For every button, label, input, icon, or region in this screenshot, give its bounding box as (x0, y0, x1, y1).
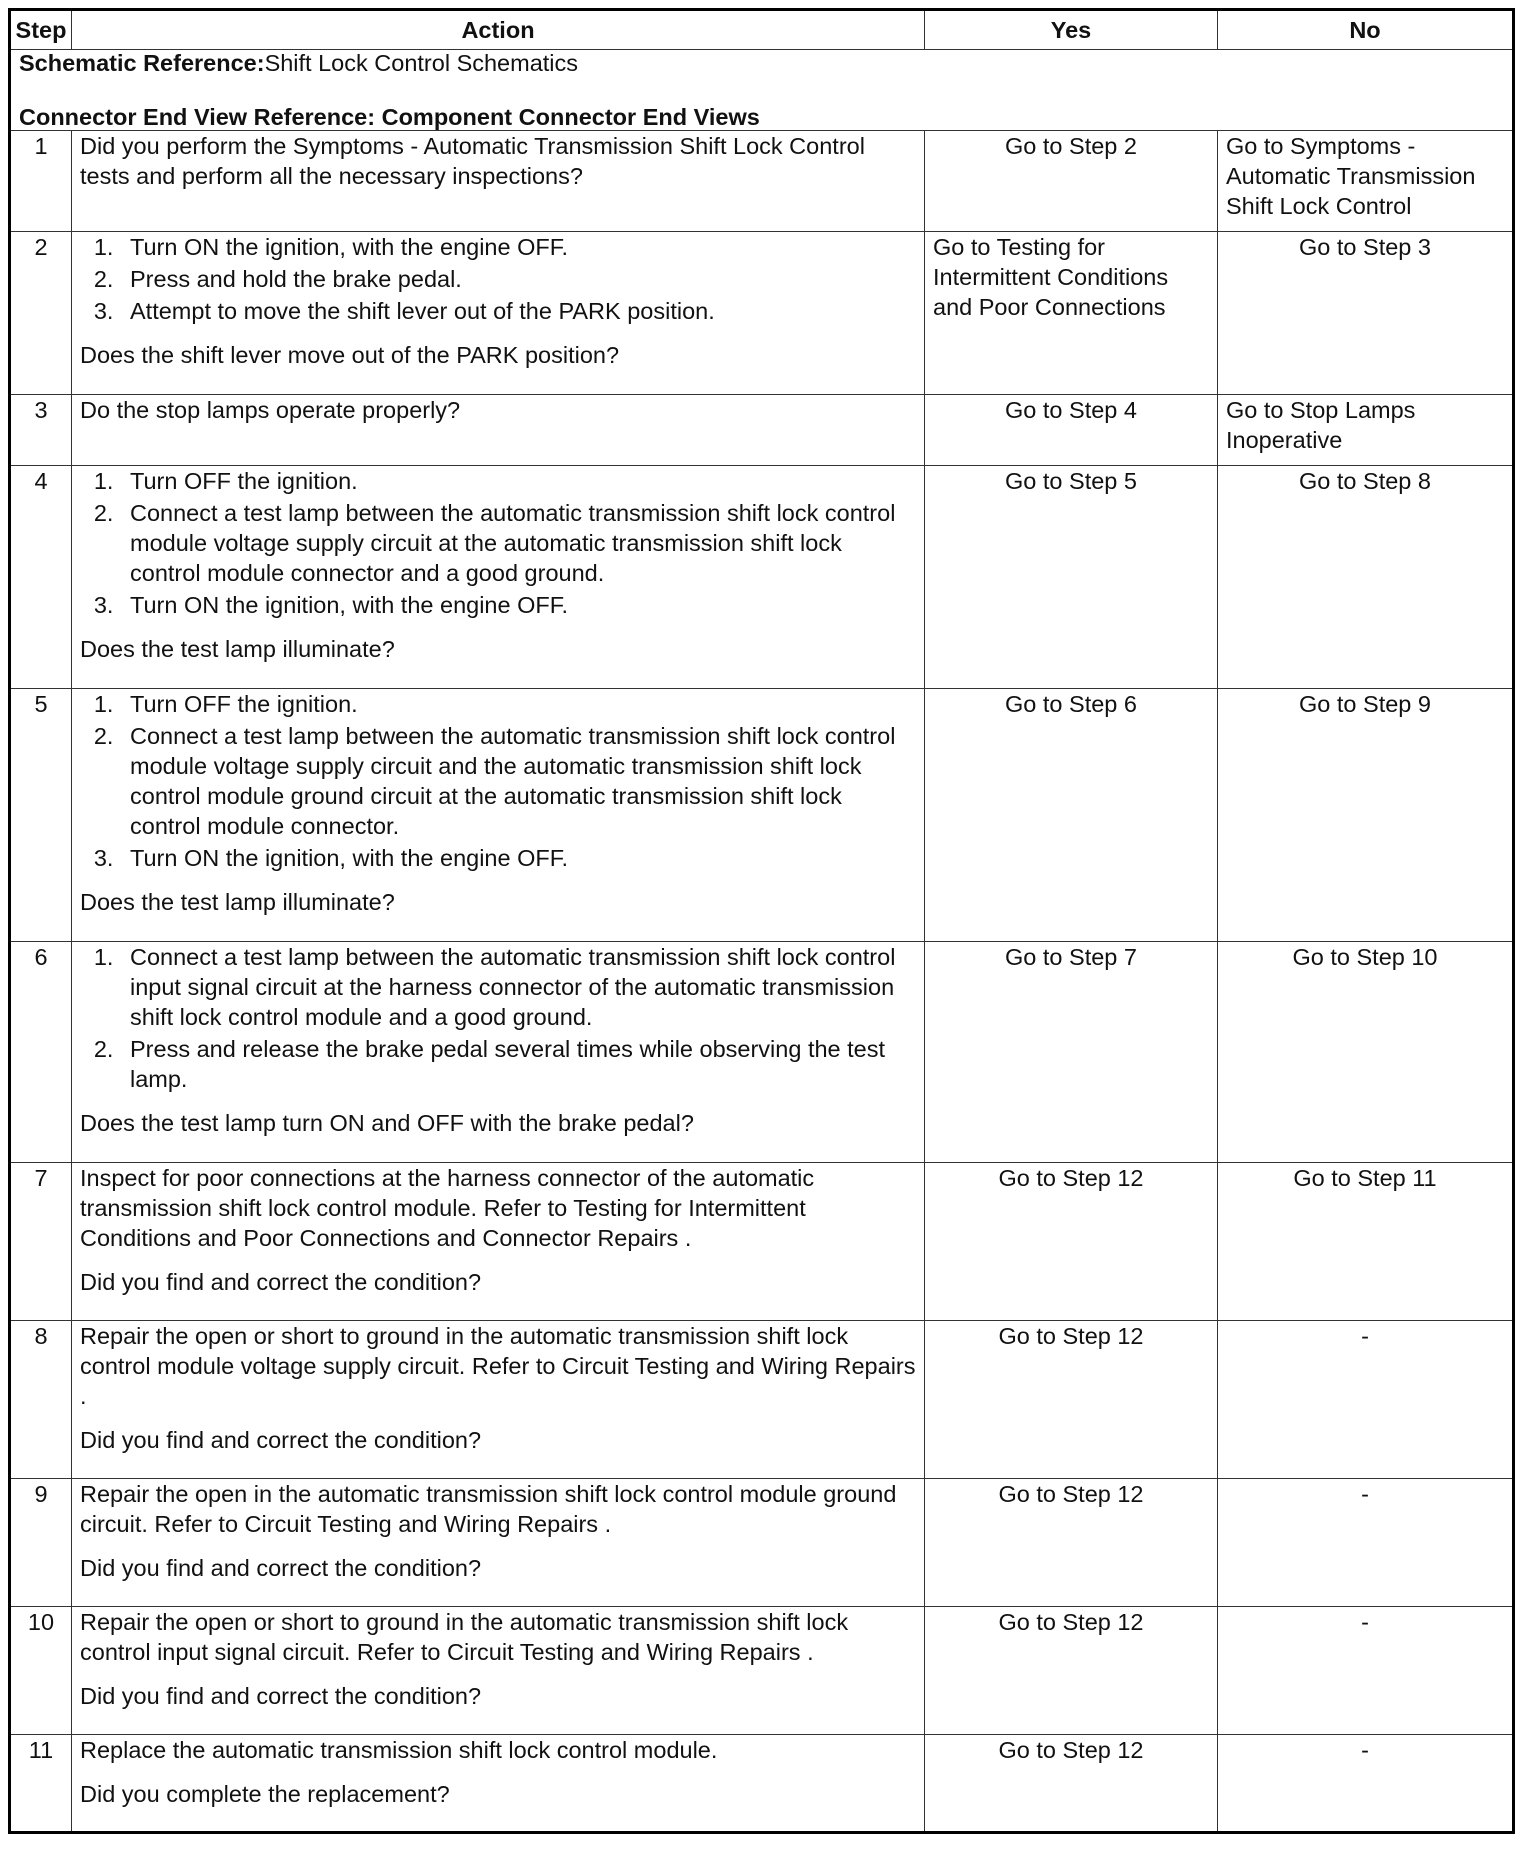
action-steps (80, 942, 916, 1094)
step-number: 9 (10, 1479, 72, 1607)
no-cell: - (1218, 1735, 1514, 1833)
action-question: Does the test lamp turn ON and OFF with the brake pedal? (80, 1110, 694, 1136)
action-step: 2. Connect a test lamp between the automatic transmission shift lock control module voltage supply circuit at the automatic transmission shift lock control module connector and a good ground. (120, 498, 916, 588)
action-text: Inspect for poor connections at the harness connector of the automatic transmission shift lock control module. Refer to Testing for Intermittent Conditions and Poor Connections and Connector Repairs . (80, 1165, 815, 1251)
step-number: 11 (10, 1735, 72, 1833)
step-number: 7 (10, 1163, 72, 1321)
step-number: 4 (10, 466, 72, 689)
no-cell: - (1218, 1607, 1514, 1735)
header-action: Action (72, 10, 925, 50)
action-step: 3. Attempt to move the shift lever out of the PARK position. (120, 296, 916, 326)
no-cell[interactable]: Go to Symptoms - Automatic Transmission Shift Lock Control (1218, 131, 1514, 232)
reference-row (10, 50, 1514, 131)
action-cell (72, 1607, 925, 1735)
no-cell[interactable]: Go to Stop Lamps Inoperative (1218, 395, 1514, 466)
table-row (10, 1479, 1514, 1607)
yes-cell[interactable]: Go to Step 12 (925, 1479, 1218, 1607)
yes-cell[interactable]: Go to Step 5 (925, 466, 1218, 689)
action-question: Does the test lamp illuminate? (80, 889, 395, 915)
yes-cell[interactable]: Go to Step 6 (925, 689, 1218, 942)
reference-cell (10, 50, 1514, 131)
action-question: Did you find and correct the condition? (80, 1269, 482, 1295)
action-steps (80, 466, 916, 620)
action-question: Does the test lamp illuminate? (80, 636, 395, 662)
table-row (10, 1607, 1514, 1735)
table-row (10, 689, 1514, 942)
yes-cell[interactable]: Go to Step 12 (925, 1735, 1218, 1833)
header-yes: Yes (925, 10, 1218, 50)
schematic-reference-label: Schematic Reference: (19, 50, 265, 76)
action-step: 1. Turn ON the ignition, with the engine OFF. (120, 232, 916, 262)
action-cell (72, 689, 925, 942)
action-step: 2. Press and release the brake pedal several times while observing the test lamp. (120, 1034, 916, 1094)
step-number: 6 (10, 942, 72, 1163)
no-cell: - (1218, 1321, 1514, 1479)
no-cell[interactable]: Go to Step 3 (1218, 232, 1514, 395)
header-row (10, 10, 1514, 50)
step-number: 8 (10, 1321, 72, 1479)
yes-cell[interactable]: Go to Step 7 (925, 942, 1218, 1163)
action-text: Do the stop lamps operate properly? (80, 397, 461, 423)
step-number: 2 (10, 232, 72, 395)
step-number: 10 (10, 1607, 72, 1735)
action-cell (72, 1735, 925, 1833)
no-cell[interactable]: Go to Step 8 (1218, 466, 1514, 689)
action-question: Did you find and correct the condition? (80, 1683, 482, 1709)
action-cell (72, 131, 925, 232)
step-number: 5 (10, 689, 72, 942)
header-step: Step (10, 10, 72, 50)
action-step: 3. Turn ON the ignition, with the engine OFF. (120, 590, 916, 620)
table-row (10, 1163, 1514, 1321)
yes-cell[interactable]: Go to Testing for Intermittent Conditions and Poor Connections (925, 232, 1218, 395)
table-row (10, 131, 1514, 232)
table-row (10, 466, 1514, 689)
schematic-reference-link[interactable]: Shift Lock Control Schematics (264, 50, 579, 76)
action-step: 1. Turn OFF the ignition. (120, 466, 916, 496)
action-cell (72, 1321, 925, 1479)
yes-cell[interactable]: Go to Step 4 (925, 395, 1218, 466)
action-text: Repair the open in the automatic transmission shift lock control module ground circuit. Refer to Circuit Testing and Wiring Repairs . (80, 1481, 897, 1537)
schematic-reference (19, 50, 1504, 76)
action-question: Does the shift lever move out of the PARK position? (80, 342, 620, 368)
action-steps (80, 689, 916, 873)
action-cell (72, 942, 925, 1163)
action-question: Did you complete the replacement? (80, 1781, 450, 1807)
action-step: 1. Connect a test lamp between the automatic transmission shift lock control input signal circuit at the harness connector of the automatic transmission shift lock control module and a good ground. (120, 942, 916, 1032)
step-number: 3 (10, 395, 72, 466)
action-cell (72, 232, 925, 395)
action-step: 2. Press and hold the brake pedal. (120, 264, 916, 294)
action-cell (72, 1163, 925, 1321)
header-no: No (1218, 10, 1514, 50)
step-number: 1 (10, 131, 72, 232)
no-cell[interactable]: Go to Step 9 (1218, 689, 1514, 942)
action-cell (72, 466, 925, 689)
action-step: 2. Connect a test lamp between the automatic transmission shift lock control module voltage supply circuit and the automatic transmission shift lock control module ground circuit at the automatic transmission shift lock control module connector. (120, 721, 916, 841)
no-cell[interactable]: Go to Step 10 (1218, 942, 1514, 1163)
table-row (10, 1735, 1514, 1833)
diagnostic-table (8, 8, 1515, 1834)
action-text: Repair the open or short to ground in the automatic transmission shift lock control input signal circuit. Refer to Circuit Testing and Wiring Repairs . (80, 1609, 849, 1665)
action-question: Did you find and correct the condition? (80, 1427, 482, 1453)
yes-cell[interactable]: Go to Step 12 (925, 1607, 1218, 1735)
no-cell: - (1218, 1479, 1514, 1607)
action-step: 1. Turn OFF the ignition. (120, 689, 916, 719)
action-step: 3. Turn ON the ignition, with the engine OFF. (120, 843, 916, 873)
action-text: Did you perform the Symptoms - Automatic Transmission Shift Lock Control tests and perform all the necessary inspections? (80, 133, 865, 189)
action-text: Repair the open or short to ground in the automatic transmission shift lock control module voltage supply circuit. Refer to Circuit Testing and Wiring Repairs . (80, 1323, 916, 1409)
yes-cell[interactable]: Go to Step 2 (925, 131, 1218, 232)
action-text: Replace the automatic transmission shift lock control module. (80, 1737, 718, 1763)
no-cell[interactable]: Go to Step 11 (1218, 1163, 1514, 1321)
table-row (10, 1321, 1514, 1479)
table-row (10, 942, 1514, 1163)
yes-cell[interactable]: Go to Step 12 (925, 1163, 1218, 1321)
yes-cell[interactable]: Go to Step 12 (925, 1321, 1218, 1479)
connector-reference: Connector End View Reference: Component Connector End Views (19, 104, 760, 130)
action-question: Did you find and correct the condition? (80, 1555, 482, 1581)
table-row (10, 232, 1514, 395)
action-steps (80, 232, 916, 326)
table-row (10, 395, 1514, 466)
action-cell (72, 395, 925, 466)
action-cell (72, 1479, 925, 1607)
